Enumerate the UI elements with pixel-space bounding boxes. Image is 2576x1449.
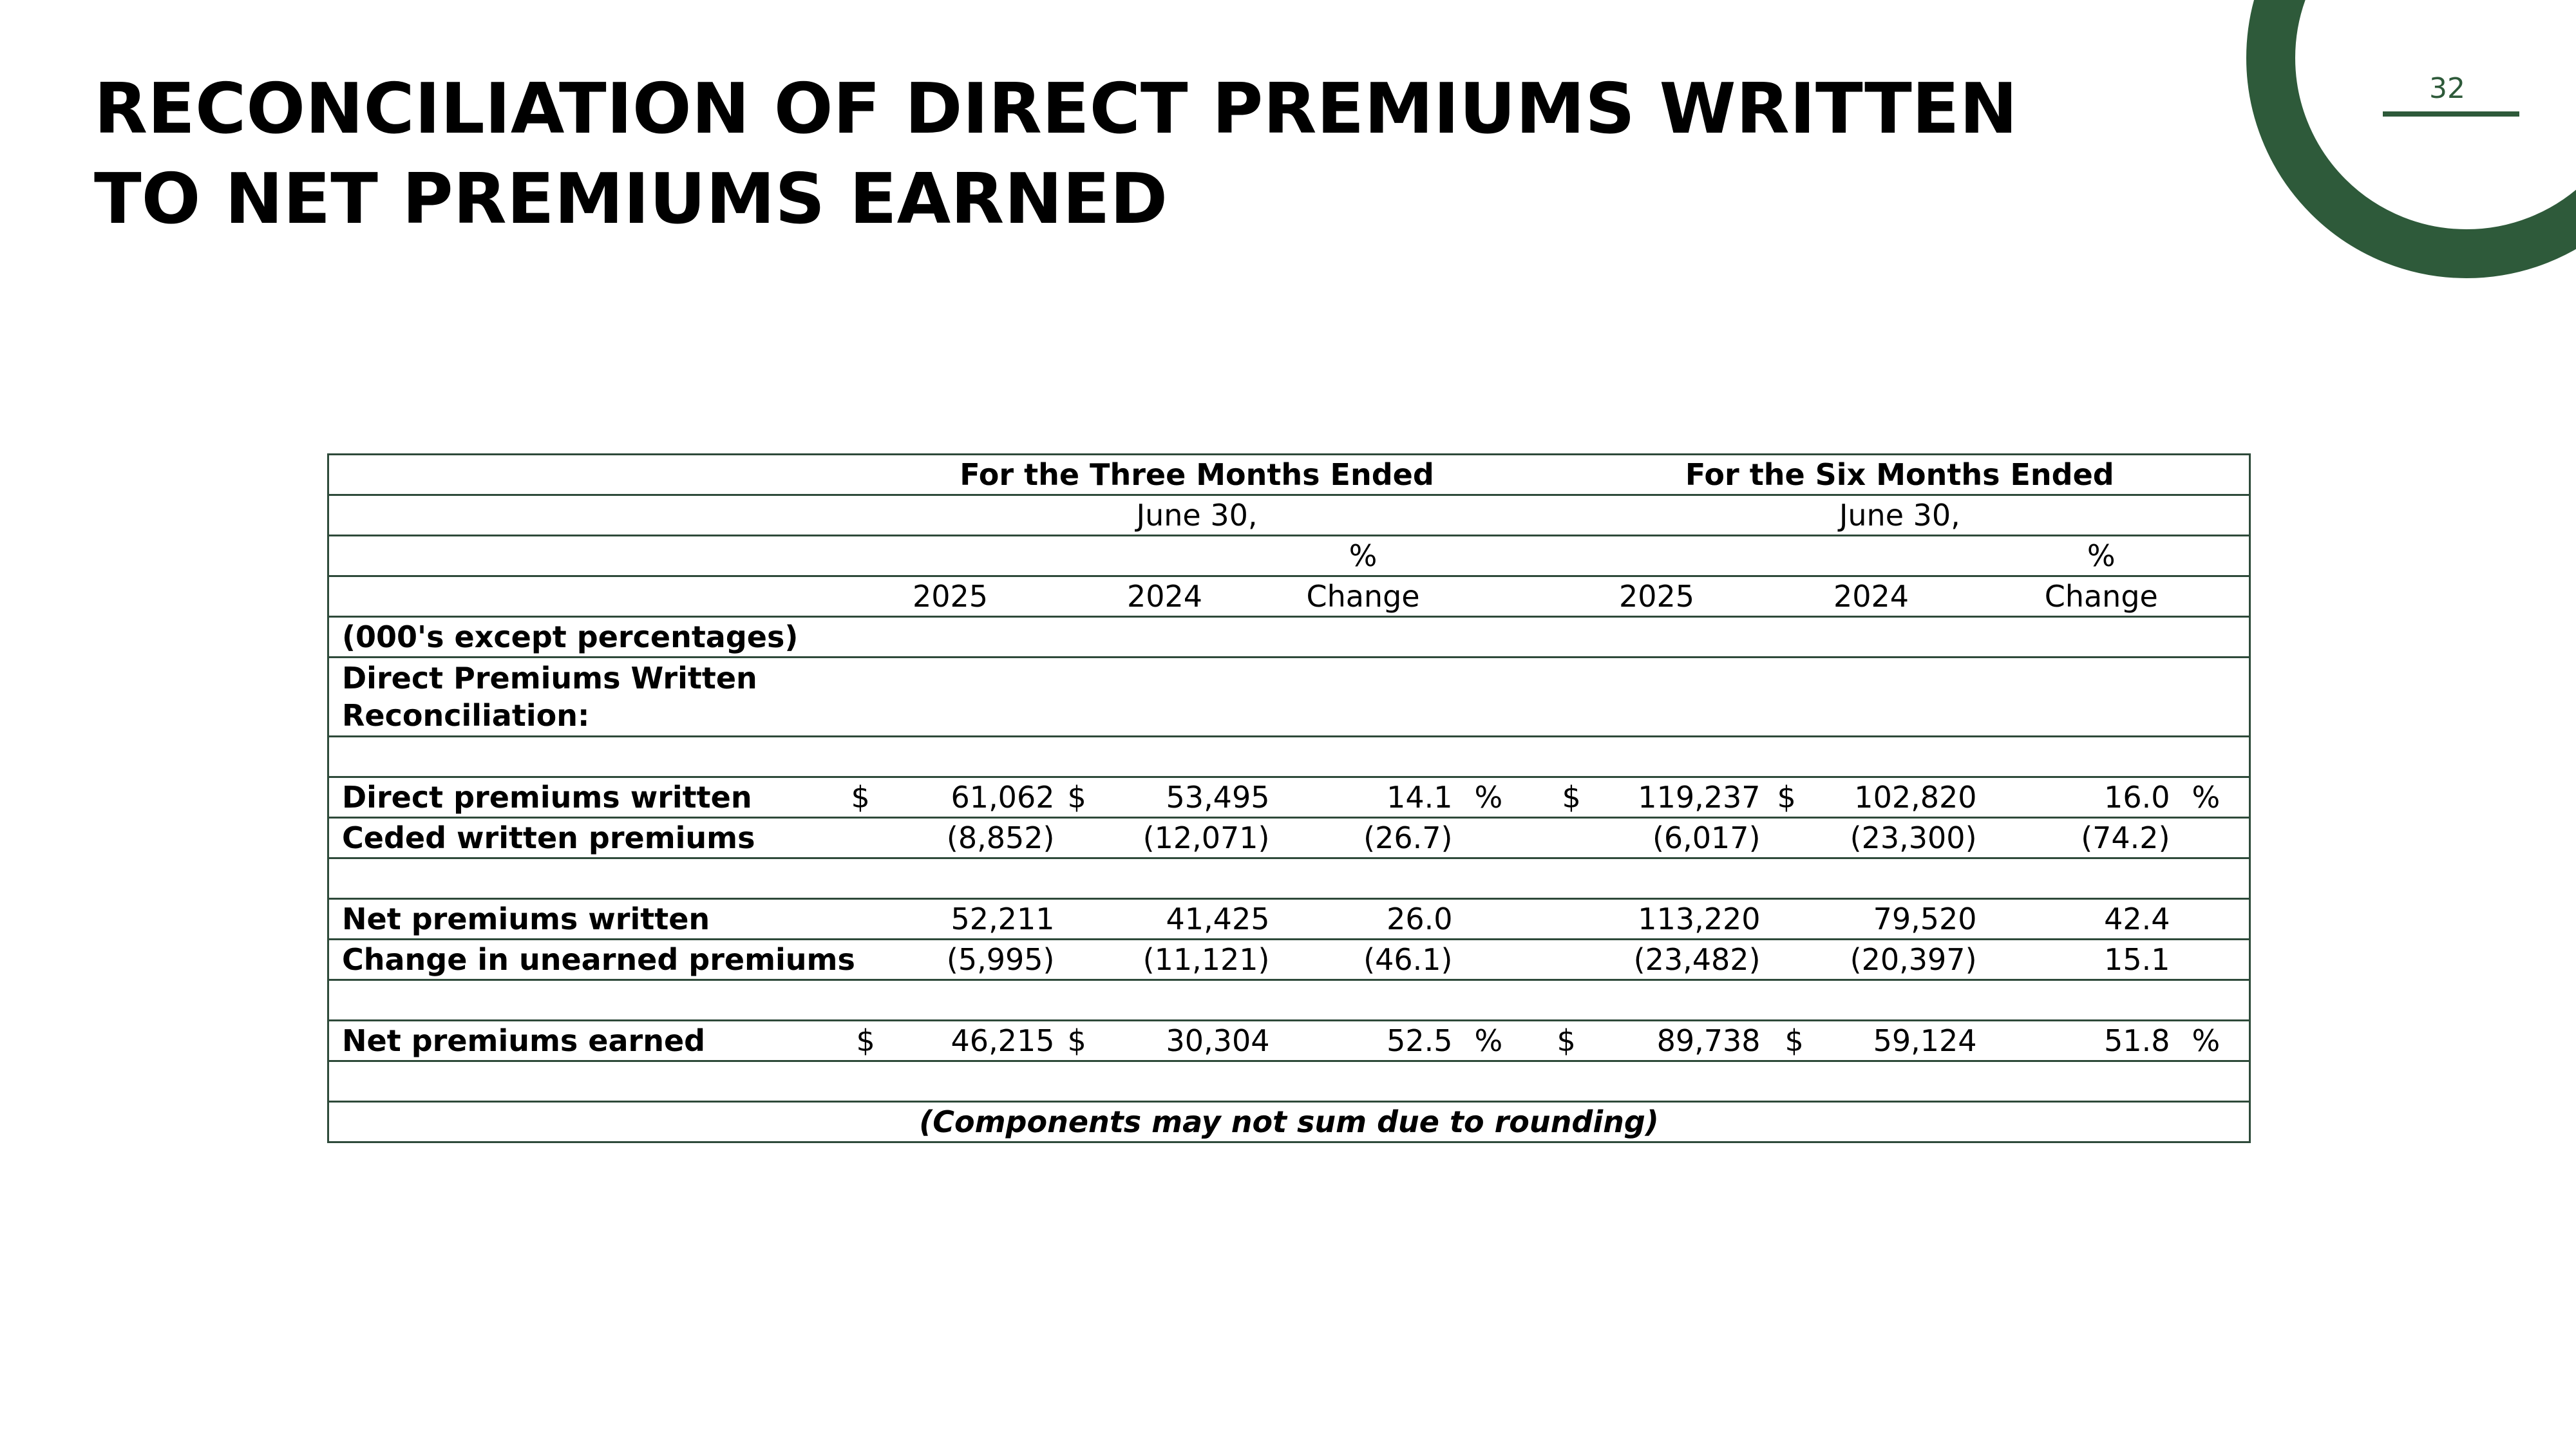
section-label bbox=[328, 658, 2250, 737]
cell-six-2024 bbox=[1763, 777, 1980, 818]
money-value bbox=[844, 1022, 1055, 1059]
page-title-line-1: RECONCILIATION OF DIRECT PREMIUMS WRITTEN bbox=[94, 69, 2018, 149]
cell-six-2025: (6,017) bbox=[1551, 818, 1763, 858]
cell-six-change: 51.8 bbox=[1980, 1021, 2170, 1061]
currency-symbol: $ bbox=[856, 1023, 875, 1058]
percent-sign: % bbox=[1453, 777, 1551, 818]
money-value bbox=[1551, 779, 1761, 816]
cell-six-2025 bbox=[1551, 777, 1763, 818]
col-header-2025-six: 2025 bbox=[1551, 576, 1763, 617]
section-label-line-1: Direct Premiums Written bbox=[342, 661, 757, 696]
header-empty-cell bbox=[328, 536, 844, 576]
table-row-direct-premiums-written bbox=[328, 777, 2250, 818]
empty-cell bbox=[2170, 818, 2250, 858]
page-number: 32 bbox=[2429, 72, 2465, 105]
spacer-cell bbox=[328, 858, 2250, 899]
value: 53,495 bbox=[1166, 780, 1270, 815]
cell-three-change: 52.5 bbox=[1273, 1021, 1453, 1061]
cell-six-2024 bbox=[1763, 1021, 1980, 1061]
section-label-row bbox=[328, 658, 2250, 737]
cell-three-2025: 52,211 bbox=[844, 899, 1057, 940]
value: 30,304 bbox=[1166, 1023, 1270, 1058]
cell-six-2025 bbox=[1551, 1021, 1763, 1061]
value: 119,237 bbox=[1638, 780, 1761, 815]
currency-symbol: $ bbox=[1067, 1023, 1086, 1058]
table-row-change-in-unearned-premiums bbox=[328, 940, 2250, 980]
empty-cell bbox=[1453, 818, 1551, 858]
cell-three-change: 14.1 bbox=[1273, 777, 1453, 818]
value: 59,124 bbox=[1873, 1023, 1977, 1058]
value: 61,062 bbox=[951, 780, 1055, 815]
col-header-2025-three: 2025 bbox=[844, 576, 1057, 617]
currency-symbol: $ bbox=[1557, 1023, 1576, 1058]
row-label: Change in unearned premiums bbox=[328, 940, 844, 980]
empty-cell bbox=[1453, 899, 1551, 940]
currency-symbol: $ bbox=[1562, 780, 1581, 815]
header-percent-three: % bbox=[1273, 536, 1551, 576]
cell-three-change: 26.0 bbox=[1273, 899, 1453, 940]
decorative-ring bbox=[2241, 0, 2576, 283]
money-value bbox=[1763, 1022, 1977, 1059]
row-label: Ceded written premiums bbox=[328, 818, 844, 858]
cell-six-change: 15.1 bbox=[1980, 940, 2170, 980]
money-value bbox=[1551, 1022, 1761, 1059]
cell-three-2025 bbox=[844, 777, 1057, 818]
footnote-row bbox=[328, 1102, 2250, 1142]
spacer-row bbox=[328, 1061, 2250, 1102]
row-label: Direct premiums written bbox=[328, 777, 844, 818]
spacer-cell bbox=[328, 737, 2250, 777]
value: 89,738 bbox=[1656, 1023, 1761, 1058]
percent-sign: % bbox=[2170, 1021, 2250, 1061]
currency-symbol: $ bbox=[1777, 780, 1796, 815]
header-empty-cell bbox=[328, 576, 844, 617]
cell-three-2024: 41,425 bbox=[1057, 899, 1273, 940]
header-empty-cell bbox=[328, 495, 844, 536]
header-three-months bbox=[844, 455, 1551, 495]
percent-sign: % bbox=[2170, 777, 2250, 818]
money-value bbox=[1057, 779, 1270, 816]
cell-three-2025 bbox=[844, 1021, 1057, 1061]
spacer-cell bbox=[328, 980, 2250, 1021]
cell-six-2025: 113,220 bbox=[1551, 899, 1763, 940]
header-three-months-label: For the Three Months Ended bbox=[960, 457, 1434, 492]
header-six-months-label: For the Six Months Ended bbox=[1685, 457, 2114, 492]
currency-symbol: $ bbox=[1067, 780, 1086, 815]
cell-three-2024 bbox=[1057, 1021, 1273, 1061]
cell-six-2024: 79,520 bbox=[1763, 899, 1980, 940]
cell-three-2024 bbox=[1057, 777, 1273, 818]
currency-symbol: $ bbox=[1785, 1023, 1804, 1058]
cell-three-2024: (12,071) bbox=[1057, 818, 1273, 858]
table-row-net-premiums-earned bbox=[328, 1021, 2250, 1061]
header-empty-cell bbox=[1551, 536, 1763, 576]
header-empty-cell bbox=[1763, 536, 1980, 576]
cell-three-2025: (5,995) bbox=[844, 940, 1057, 980]
header-empty-cell bbox=[844, 536, 1057, 576]
table-row-ceded-written-premiums bbox=[328, 818, 2250, 858]
value: 46,215 bbox=[951, 1023, 1055, 1058]
row-label: Net premiums earned bbox=[328, 1021, 844, 1061]
cell-three-change: (46.1) bbox=[1273, 940, 1453, 980]
percent-sign: % bbox=[1453, 1021, 1551, 1061]
header-row-dates bbox=[328, 495, 2250, 536]
cell-six-2024: (23,300) bbox=[1763, 818, 1980, 858]
col-header-change-three: Change bbox=[1273, 576, 1551, 617]
col-header-change-six: Change bbox=[1980, 576, 2250, 617]
header-empty-cell bbox=[328, 455, 844, 495]
cell-six-change: 42.4 bbox=[1980, 899, 2170, 940]
col-header-2024-six: 2024 bbox=[1763, 576, 1980, 617]
header-row-years bbox=[328, 576, 2250, 617]
money-value bbox=[1057, 1022, 1270, 1059]
cell-three-2024: (11,121) bbox=[1057, 940, 1273, 980]
units-row bbox=[328, 617, 2250, 658]
table-row-net-premiums-written bbox=[328, 899, 2250, 940]
cell-six-change: 16.0 bbox=[1980, 777, 2170, 818]
spacer-row bbox=[328, 980, 2250, 1021]
money-value bbox=[844, 779, 1055, 816]
value: 102,820 bbox=[1854, 780, 1977, 815]
header-row-periods bbox=[328, 455, 2250, 495]
page-title-line-2: TO NET PREMIUMS EARNED bbox=[94, 159, 1168, 240]
empty-cell bbox=[2170, 899, 2250, 940]
units-note: (000's except percentages) bbox=[328, 617, 2250, 658]
header-empty-cell bbox=[1057, 536, 1273, 576]
page-title bbox=[94, 64, 2026, 245]
header-row-percent bbox=[328, 536, 2250, 576]
spacer-cell bbox=[328, 1061, 2250, 1102]
page-number-underline bbox=[2383, 111, 2519, 117]
cell-six-2025: (23,482) bbox=[1551, 940, 1763, 980]
section-label-line-2: Reconciliation: bbox=[342, 698, 590, 733]
spacer-row bbox=[328, 737, 2250, 777]
currency-symbol: $ bbox=[851, 780, 870, 815]
empty-cell bbox=[2170, 940, 2250, 980]
header-date-six: June 30, bbox=[1551, 495, 2250, 536]
money-value bbox=[1763, 779, 1977, 816]
spacer-row bbox=[328, 858, 2250, 899]
cell-three-change: (26.7) bbox=[1273, 818, 1453, 858]
cell-six-2024: (20,397) bbox=[1763, 940, 1980, 980]
empty-cell bbox=[1453, 940, 1551, 980]
row-label: Net premiums written bbox=[328, 899, 844, 940]
cell-six-change: (74.2) bbox=[1980, 818, 2170, 858]
rounding-footnote: (Components may not sum due to rounding) bbox=[328, 1102, 2250, 1142]
header-six-months bbox=[1551, 455, 2250, 495]
header-percent-six: % bbox=[1980, 536, 2250, 576]
col-header-2024-three: 2024 bbox=[1057, 576, 1273, 617]
cell-three-2025: (8,852) bbox=[844, 818, 1057, 858]
header-date-three: June 30, bbox=[844, 495, 1551, 536]
reconciliation-table bbox=[327, 453, 2251, 1143]
